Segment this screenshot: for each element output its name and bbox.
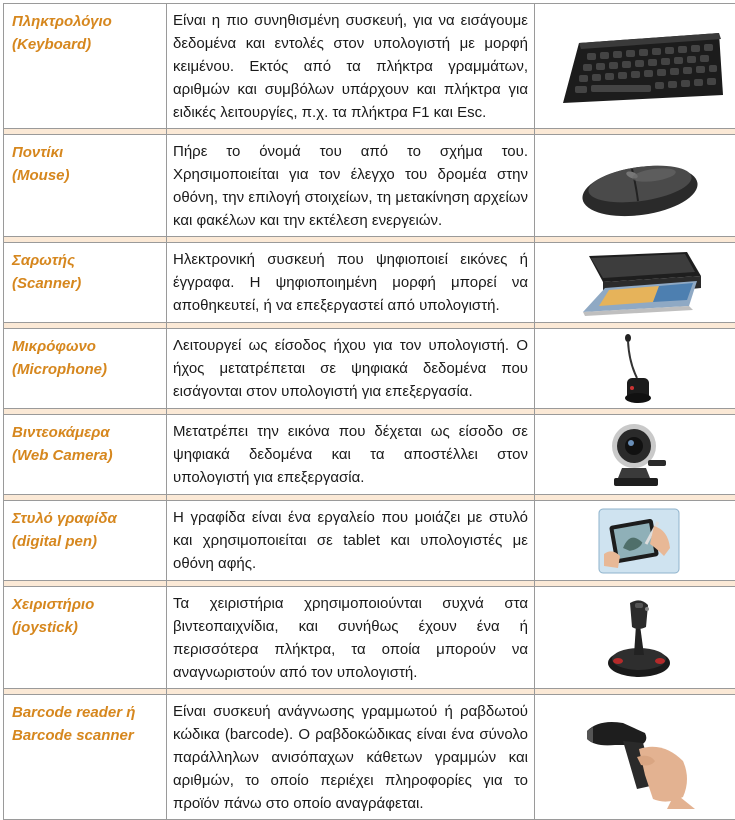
device-description: Μετατρέπει την εικόνα που δέχεται ως είσοδο σε ψηφιακά δεδομένα και τα αποστέλλει στον υπολογιστή για επεξεργασία. [167,415,535,495]
device-name-english: Barcode scanner [12,724,158,747]
webcam-image [535,415,735,495]
device-name-greek: Χειριστήριο [12,593,158,616]
mouse-image [535,135,735,237]
device-description: Η γραφίδα είναι ένα εργαλείο που μοιάζει με στυλό και χρησιμοποιείται σε tablet και υπολογιστές με οθόνη αφής. [167,501,535,581]
device-name-cell [4,415,167,495]
table-row [4,415,735,495]
device-description: Πήρε το όνομά του από το σχήμα του. Χρησιμοποιείται για τον έλεγχο του δρομέα στην οθόνη, την επιλογή στοιχείων, τη μετακίνηση αρχείων και φακέλων και την εκτέλεση ενεργειών. [167,135,535,237]
device-name-english: (digital pen) [12,530,158,553]
device-name-cell [4,501,167,581]
joystick-image [535,587,735,689]
digital-pen-image [535,501,735,581]
table-row [4,501,735,581]
device-name-cell [4,587,167,689]
device-name-english: (Microphone) [12,358,158,381]
device-name-greek: Βιντεοκάμερα [12,421,158,444]
table-row [4,695,735,820]
device-description: Είναι η πιο συνηθισμένη συσκευή, για να εισάγουμε δεδομένα και εντολές στον υπολογιστή με μορφή κειμένου. Εκτός από τα πλήκτρα γραμμάτων, αριθμών και συμβόλων υπάρχουν και πλήκτρα για ειδικές λειτουργίες, π.χ. τα πλήκτρα F1 και Esc. [167,4,535,129]
device-name-cell [4,695,167,820]
device-name-english: (joystick) [12,616,158,639]
device-name-english: (Keyboard) [12,33,158,56]
device-name-english: (Web Camera) [12,444,158,467]
device-name-cell [4,4,167,129]
table-row [4,4,735,129]
device-name-greek: Πληκτρολόγιο [12,10,158,33]
device-name-cell [4,329,167,409]
device-description: Ηλεκτρονική συσκευή που ψηφιοποιεί εικόνες ή έγγραφα. Η ψηφιοποιημένη μορφή μπορεί να αποθηκευτεί, ή να επεξεργαστεί από υπολογιστή. [167,243,535,323]
table-row [4,243,735,323]
device-name-english: (Scanner) [12,272,158,295]
table-row [4,135,735,237]
device-name-cell [4,135,167,237]
table-row [4,329,735,409]
table-row [4,587,735,689]
microphone-image [535,329,735,409]
keyboard-image [535,4,735,129]
device-name-greek: Μικρόφωνο [12,335,158,358]
barcode-scanner-image [535,695,735,820]
scanner-image [535,243,735,323]
device-description: Τα χειριστήρια χρησιμοποιούνται συχνά στα βιντεοπαιχνίδια, και συνήθως έχουν ένα ή περισσότερα πλήκτρα, τα οποία μπορούν να αναγνωριστούν από τον υπολογιστή. [167,587,535,689]
device-name-greek: Barcode reader ή [12,701,158,724]
device-name-greek: Ποντίκι [12,141,158,164]
device-description: Είναι συσκευή ανάγνωσης γραμμωτού ή ραβδωτού κώδικα (barcode). Ο ραβδοκώδικας είναι ένα σύνολο παράλληλων ανισόπαχων κάθετων γραμμών και αριθμών, το οποίο περιέχει πληροφορίες για το προϊόν πάνω στο οποίο αναγράφεται. [167,695,535,820]
device-name-english: (Mouse) [12,164,158,187]
device-name-greek: Σαρωτής [12,249,158,272]
device-description: Λειτουργεί ως είσοδος ήχου για τον υπολογιστή. Ο ήχος μετατρέπεται σε ψηφιακά δεδομένα που εισάγονται στον υπολογιστή για επεξεργασία. [167,329,535,409]
input-devices-table [3,3,735,820]
device-name-cell [4,243,167,323]
device-name-greek: Στυλό γραφίδα [12,507,158,530]
